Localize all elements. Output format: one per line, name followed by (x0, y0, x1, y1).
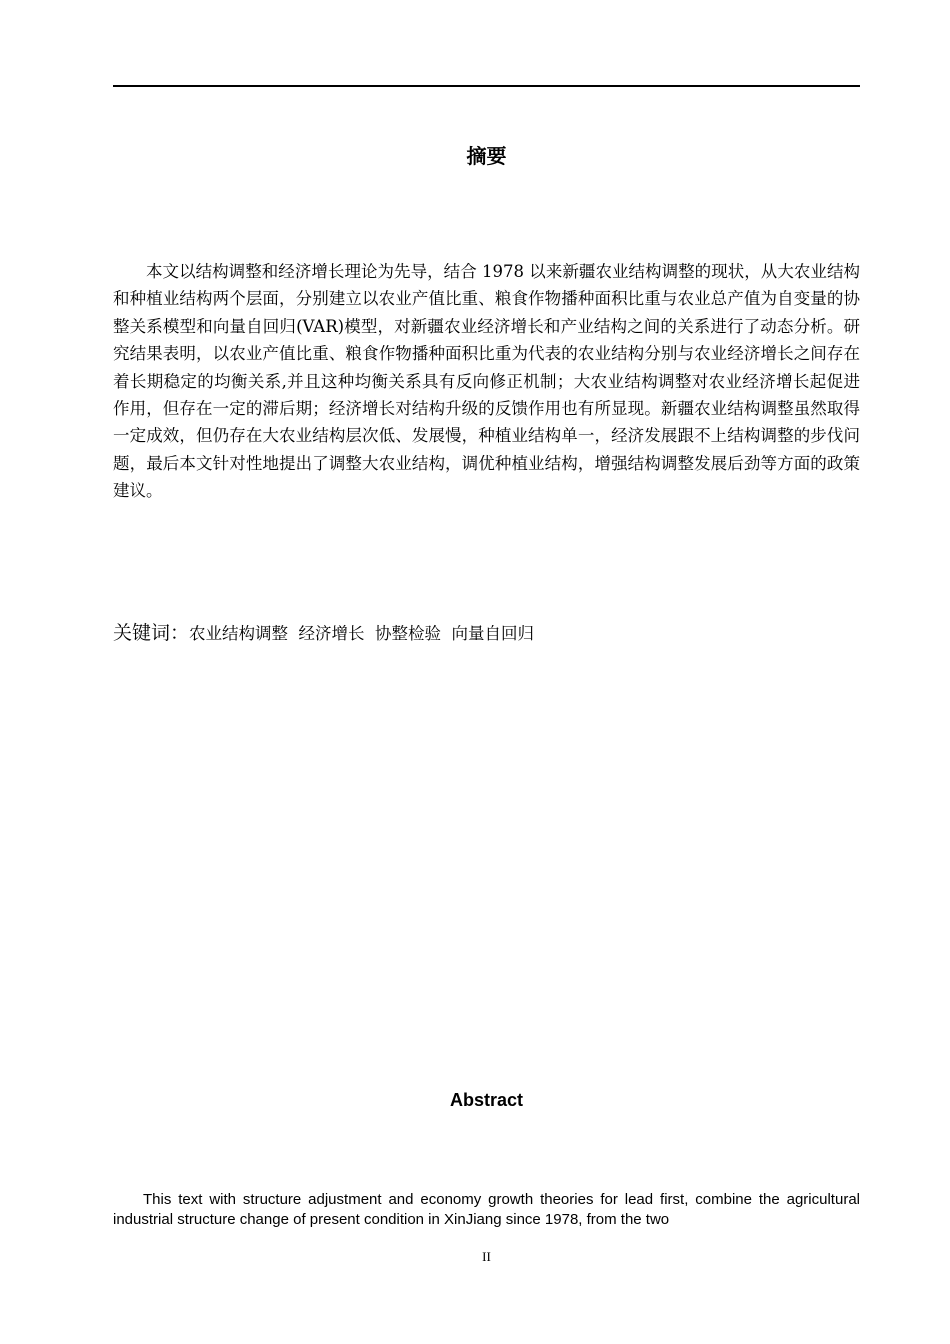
keywords-line (113, 618, 860, 645)
page-number: II (482, 1249, 491, 1264)
keywords-list: 农业结构调整 经济增长 协整检验 向量自回归 (189, 624, 534, 643)
abstract-cn-body: 本文以结构调整和经济增长理论为先导，结合 1978 以来新疆农业结构调整的现状，从大农业结构和种植业结构两个层面，分别建立以农业产值比重、粮食作物播种面积比重与农业总产值为自变量的协整关系模型和向量自回归(VAR)模型，对新疆农业经济增长和产业结构之间的关系进行了动态分析。研究结果表明，以农业产值比重、粮食作物播种面积比重为代表的农业结构分别与农业经济增长之间存在着长期稳定的均衡关系,并且这种均衡关系具有反向修正机制；大农业结构调整对农业经济增长起促进作用，但存在一定的滞后期；经济增长对结构升级的反馈作用也有所显现。新疆农业结构调整虽然取得一定成效，但仍存在大农业结构层次低、发展慢，种植业结构单一，经济发展跟不上结构调整的步伐问题，最后本文针对性地提出了调整大农业结构，调优种植业结构，增强结构调整发展后劲等方面的政策建议。 (113, 262, 860, 501)
abstract-en-title: Abstract (449, 1090, 524, 1110)
abstract-cn-title: 摘要 (466, 144, 507, 168)
header-rule (113, 85, 860, 87)
abstract-en-body: This text with structure adjustment and economy growth theories for lead first, combine the agricultural industrial structure change of present condition in XinJiang since 1978, from the two (113, 1191, 860, 1228)
keywords-label: 关键词： (113, 622, 190, 644)
